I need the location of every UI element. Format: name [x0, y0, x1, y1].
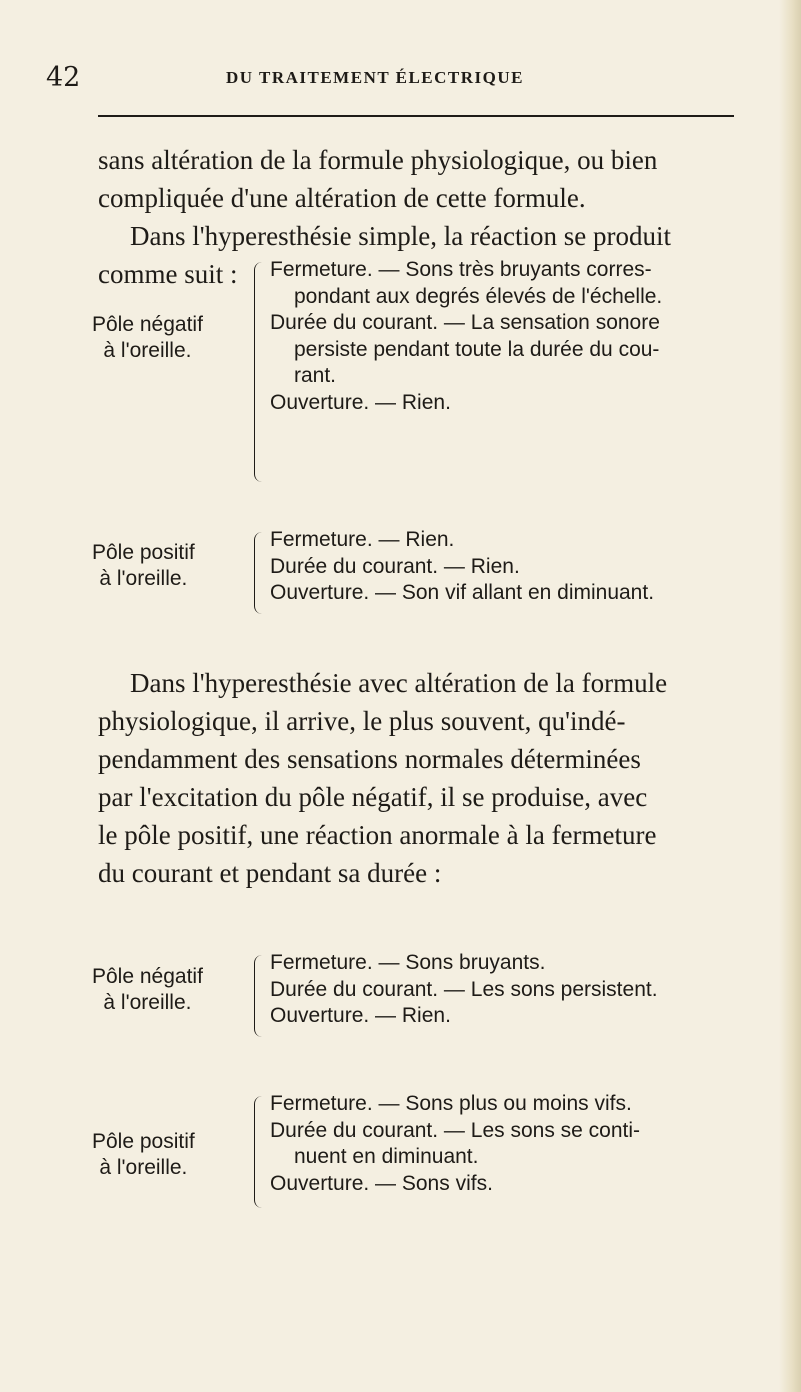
text-line: compliquée d'une altération de cette formule. — [98, 183, 586, 213]
reaction-item: Ouverture. — Son vif allant en diminuant. — [270, 581, 655, 604]
text-line: du courant et pendant sa durée : — [98, 858, 442, 888]
page-number: 42 — [46, 62, 81, 93]
text-line: Dans l'hyperesthésie simple, la réaction se produit — [130, 221, 671, 251]
text-line: sans altération de la formule physiologique, ou bien — [98, 145, 658, 175]
page-edge-shadow — [779, 0, 801, 1392]
text-line: physiologique, il arrive, le plus souvent, qu'indé- — [98, 706, 626, 736]
pole-label — [92, 964, 203, 1016]
reaction-item-cont: persiste pendant toute la durée du cou- — [294, 337, 660, 361]
page-header — [0, 60, 801, 100]
reaction-item: Ouverture. — Rien. — [270, 390, 451, 414]
reaction-item: Ouverture. — Rien. — [270, 1004, 451, 1027]
reaction-item: Fermeture. — Rien. — [270, 528, 455, 551]
text-line: le pôle positif, une réaction anormale à la fermeture — [98, 820, 657, 850]
reaction-item: Durée du courant. — Rien. — [270, 554, 520, 578]
reaction-item: Durée du courant. — Les sons persistent. — [270, 977, 658, 1001]
reaction-list — [270, 527, 654, 607]
header-rule — [98, 115, 734, 117]
brace — [254, 1096, 263, 1208]
text-line: pendamment des sensations normales déterminées — [98, 744, 641, 774]
reaction-list — [270, 1091, 640, 1197]
running-head: DU TRAITEMENT ÉLECTRIQUE — [226, 68, 524, 87]
brace — [254, 955, 263, 1037]
reaction-item: Durée du courant. — Les sons se conti- — [270, 1118, 641, 1142]
pole-label — [92, 312, 203, 364]
reaction-item-cont: pondant aux degrés élevés de l'échelle. — [294, 284, 663, 308]
pole-label-line: Pôle négatif — [92, 965, 203, 988]
pole-label-line: à l'oreille. — [99, 567, 188, 590]
reaction-item-cont: nuent en diminuant. — [294, 1145, 479, 1168]
pole-label-line: à l'oreille. — [103, 339, 192, 362]
brace — [254, 262, 263, 482]
text-line: Dans l'hyperesthésie avec altération de la formule — [130, 668, 668, 698]
middle-paragraph — [98, 664, 738, 892]
reaction-item: Fermeture. — Sons plus ou moins vifs. — [270, 1092, 632, 1115]
pole-label-line: à l'oreille. — [99, 1156, 188, 1179]
pole-label-line: Pôle négatif — [92, 313, 203, 336]
brace — [254, 532, 263, 614]
pole-label-line: à l'oreille. — [103, 991, 192, 1014]
reaction-item-cont: rant. — [294, 364, 337, 387]
reaction-list — [270, 257, 662, 416]
pole-label — [92, 1129, 195, 1181]
reaction-item: Durée du courant. — La sensation sonore — [270, 311, 660, 334]
pole-label — [92, 540, 195, 592]
reaction-list — [270, 950, 658, 1030]
text-line: par l'excitation du pôle négatif, il se produise, avec — [98, 782, 648, 812]
pole-label-line: Pôle positif — [92, 541, 195, 564]
reaction-item: Ouverture. — Sons vifs. — [270, 1171, 493, 1195]
reaction-item: Fermeture. — Sons très bruyants corres- — [270, 258, 652, 281]
reaction-item: Fermeture. — Sons bruyants. — [270, 951, 546, 974]
text-line: comme suit : — [98, 259, 238, 289]
pole-label-line: Pôle positif — [92, 1130, 195, 1153]
